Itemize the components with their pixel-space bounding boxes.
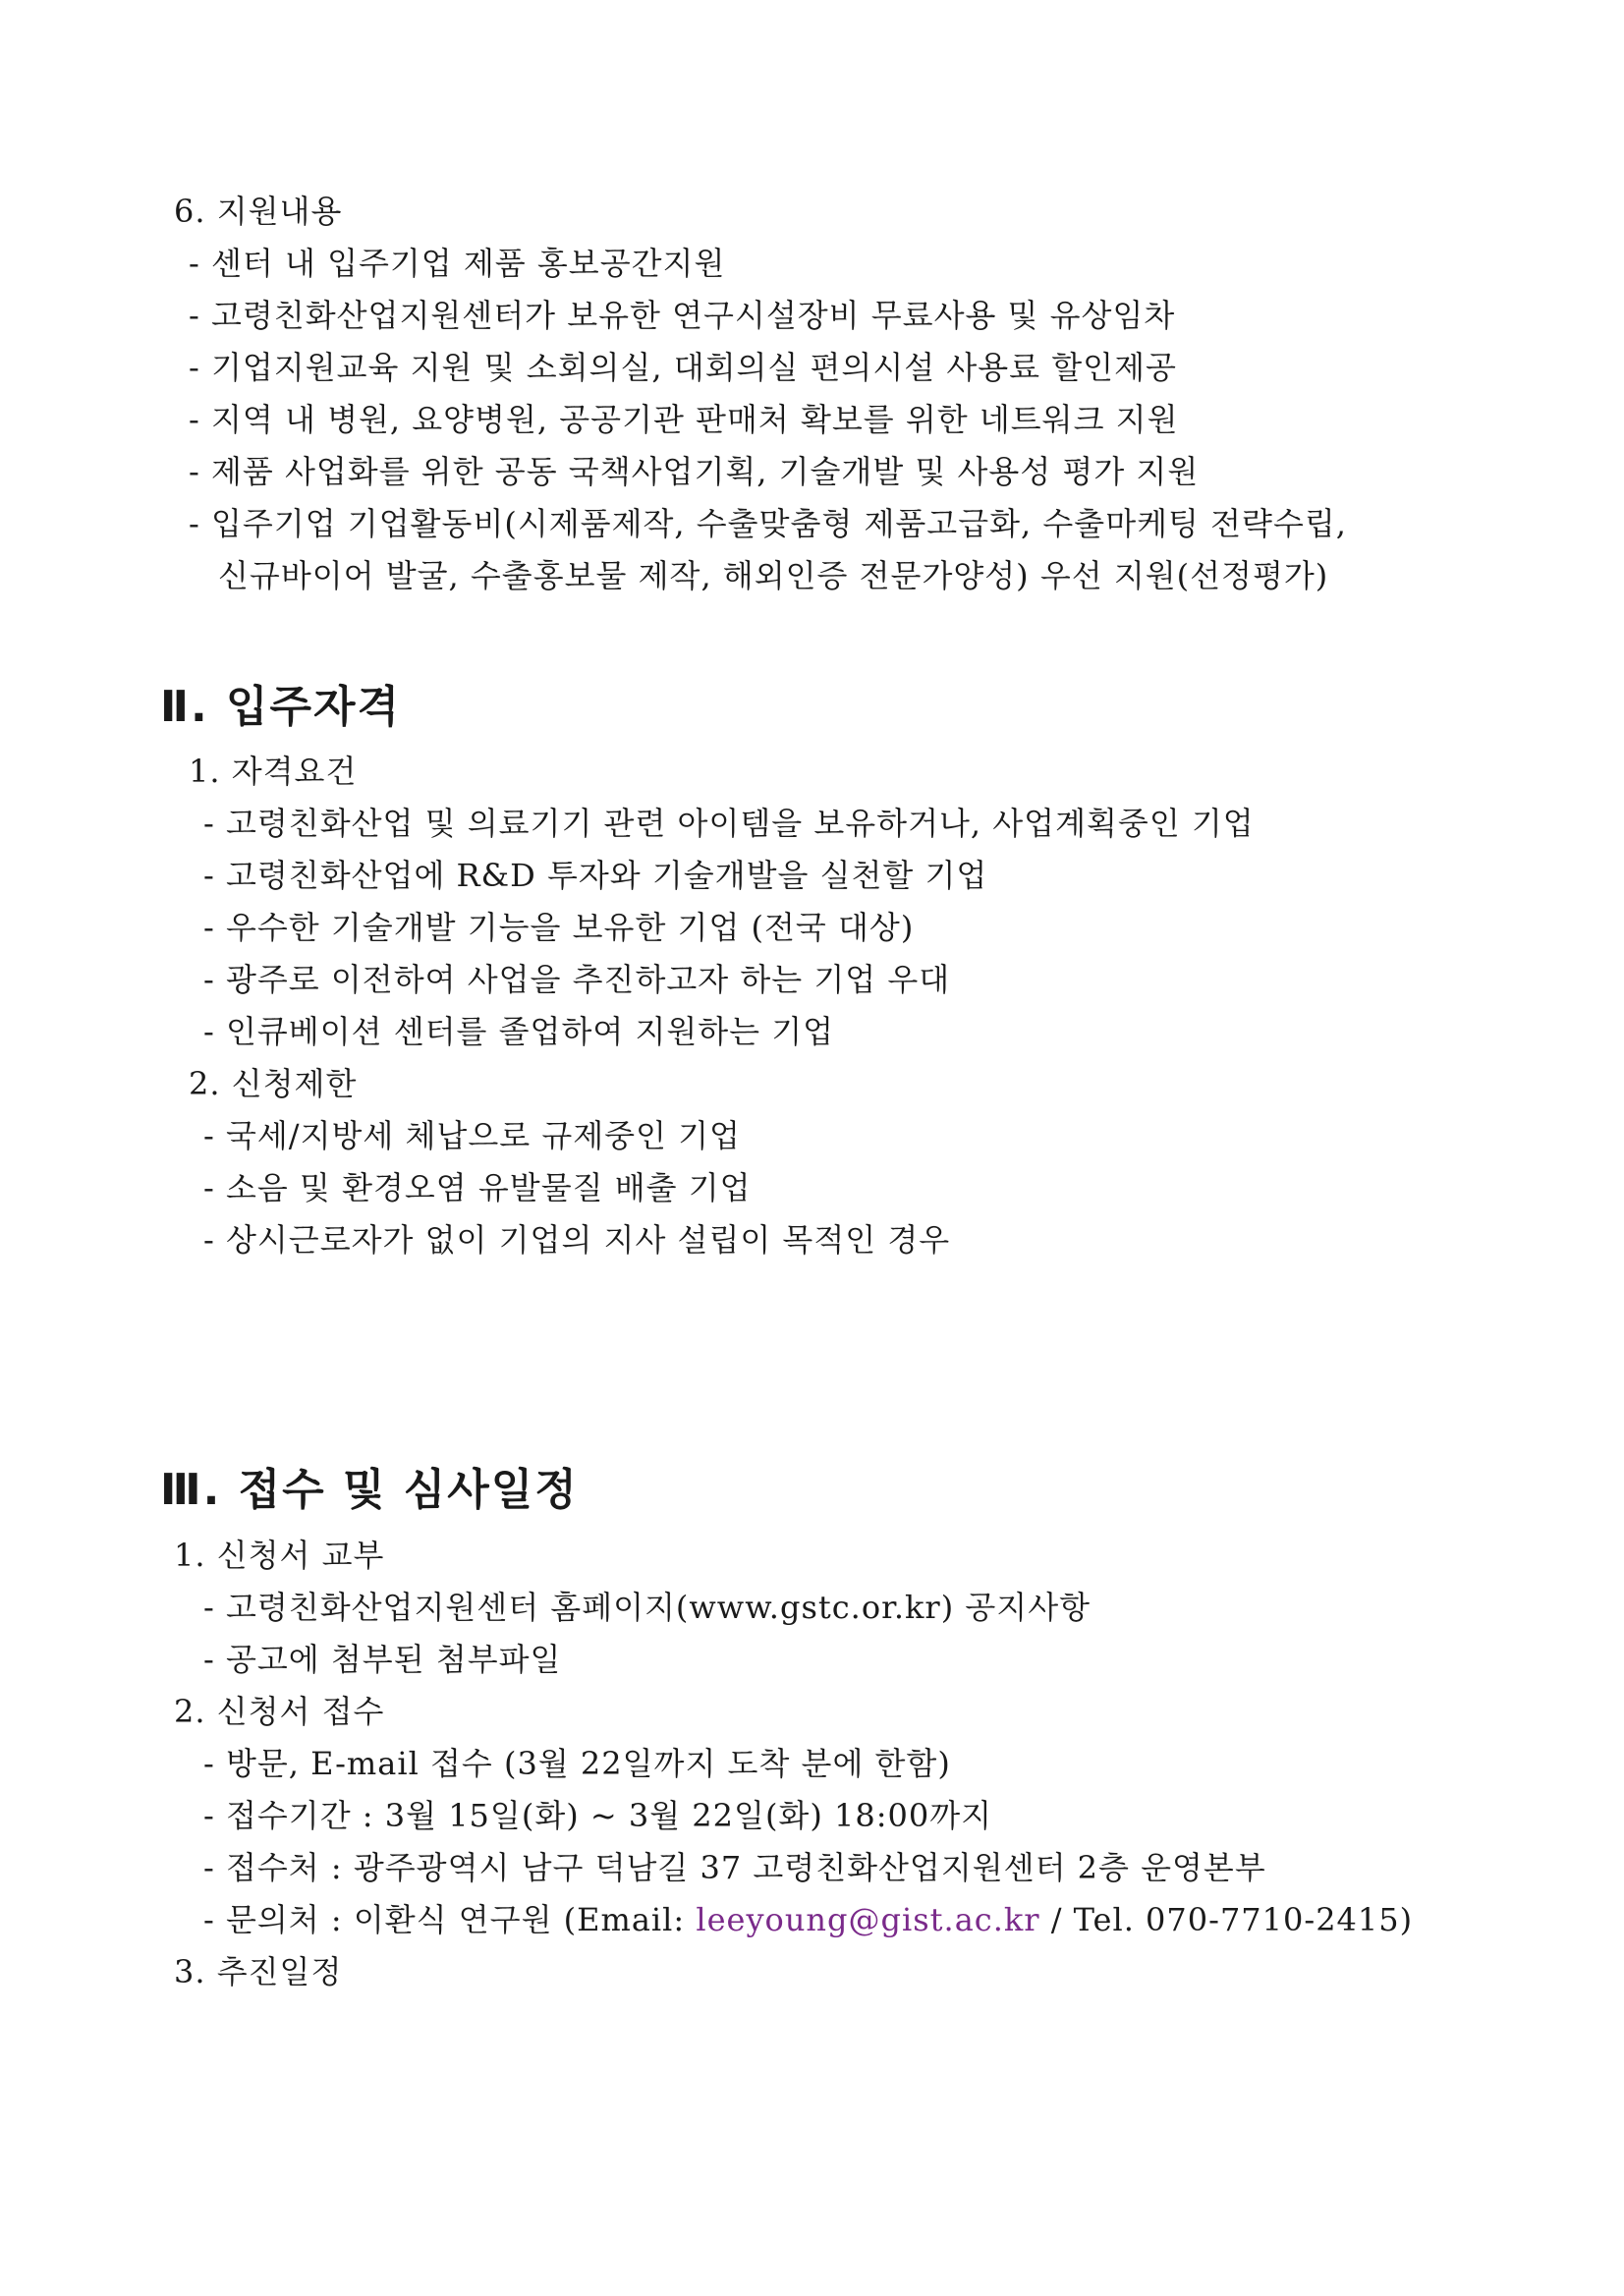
submission-bullet-1: - 방문, E-mail 접수 (3월 22일까지 도착 분에 한함) (203, 1745, 951, 1782)
section-iii-heading: Ⅲ. 접수 및 심사일정 (160, 1465, 579, 1515)
support-content-title: 6. 지원내용 (174, 193, 343, 230)
support-bullet-5: - 제품 사업화를 위한 공동 국책사업기획, 기술개발 및 사용성 평가 지원 (189, 453, 1200, 490)
restriction-bullet-1: - 국세/지방세 체납으로 규제중인 기업 (203, 1117, 741, 1154)
submission-bullet-2: - 접수기간 : 3월 15일(화) ~ 3월 22일(화) 18:00까지 (203, 1797, 993, 1834)
qualification-bullet-3: - 우수한 기술개발 기능을 보유한 기업 (전국 대상) (203, 909, 915, 946)
contact-suffix: / Tel. 070-7710-2415) (1039, 1901, 1414, 1938)
application-form-bullet-1: - 고령친화산업지원센터 홈페이지(www.gstc.or.kr) 공지사항 (203, 1589, 1092, 1626)
restriction-title: 2. 신청제한 (189, 1065, 358, 1102)
support-bullet-6: - 입주기업 기업활동비(시제품제작, 수출맞춤형 제품고급화, 수출마케팅 전략수립, (189, 505, 1347, 542)
contact-prefix: - 문의처 : 이환식 연구원 (Email: (203, 1901, 697, 1938)
restriction-bullet-2: - 소음 및 환경오염 유발물질 배출 기업 (203, 1169, 752, 1206)
application-form-title: 1. 신청서 교부 (174, 1537, 385, 1574)
application-submission-title: 2. 신청서 접수 (174, 1693, 385, 1730)
support-bullet-4: - 지역 내 병원, 요양병원, 공공기관 판매처 확보를 위한 네트워크 지원 (189, 401, 1179, 438)
restriction-bullet-3: - 상시근로자가 없이 기업의 지사 설립이 목적인 경우 (203, 1221, 951, 1259)
contact-email-link[interactable]: leeyoung@gist.ac.kr (696, 1901, 1040, 1938)
qualification-title: 1. 자격요건 (189, 753, 358, 790)
submission-bullet-3: - 접수처 : 광주광역시 남구 덕남길 37 고령친화산업지원센터 2층 운영본부 (203, 1849, 1266, 1886)
qualification-bullet-2: - 고령친화산업에 R&D 투자와 기술개발을 실천할 기업 (203, 857, 988, 894)
contact-line (203, 1900, 1413, 1939)
section-ii-heading: Ⅱ. 입주자격 (160, 682, 402, 732)
qualification-bullet-4: - 광주로 이전하여 사업을 추진하고자 하는 기업 우대 (203, 961, 951, 998)
qualification-bullet-5: - 인큐베이션 센터를 졸업하여 지원하는 기업 (203, 1013, 835, 1050)
support-bullet-2: - 고령친화산업지원센터가 보유한 연구시설장비 무료사용 및 유상임차 (189, 297, 1176, 334)
application-form-bullet-2: - 공고에 첨부된 첨부파일 (203, 1641, 562, 1678)
schedule-title: 3. 추진일정 (174, 1953, 343, 1990)
support-bullet-1: - 센터 내 입주기업 제품 홍보공간지원 (189, 245, 726, 282)
support-bullet-6-continued: 신규바이어 발굴, 수출홍보물 제작, 해외인증 전문가양성) 우선 지원(선정평가) (218, 557, 1329, 594)
support-bullet-3: - 기업지원교육 지원 및 소회의실, 대회의실 편의시설 사용료 할인제공 (189, 349, 1177, 386)
qualification-bullet-1: - 고령친화산업 및 의료기기 관련 아이템을 보유하거나, 사업계획중인 기업 (203, 805, 1255, 842)
